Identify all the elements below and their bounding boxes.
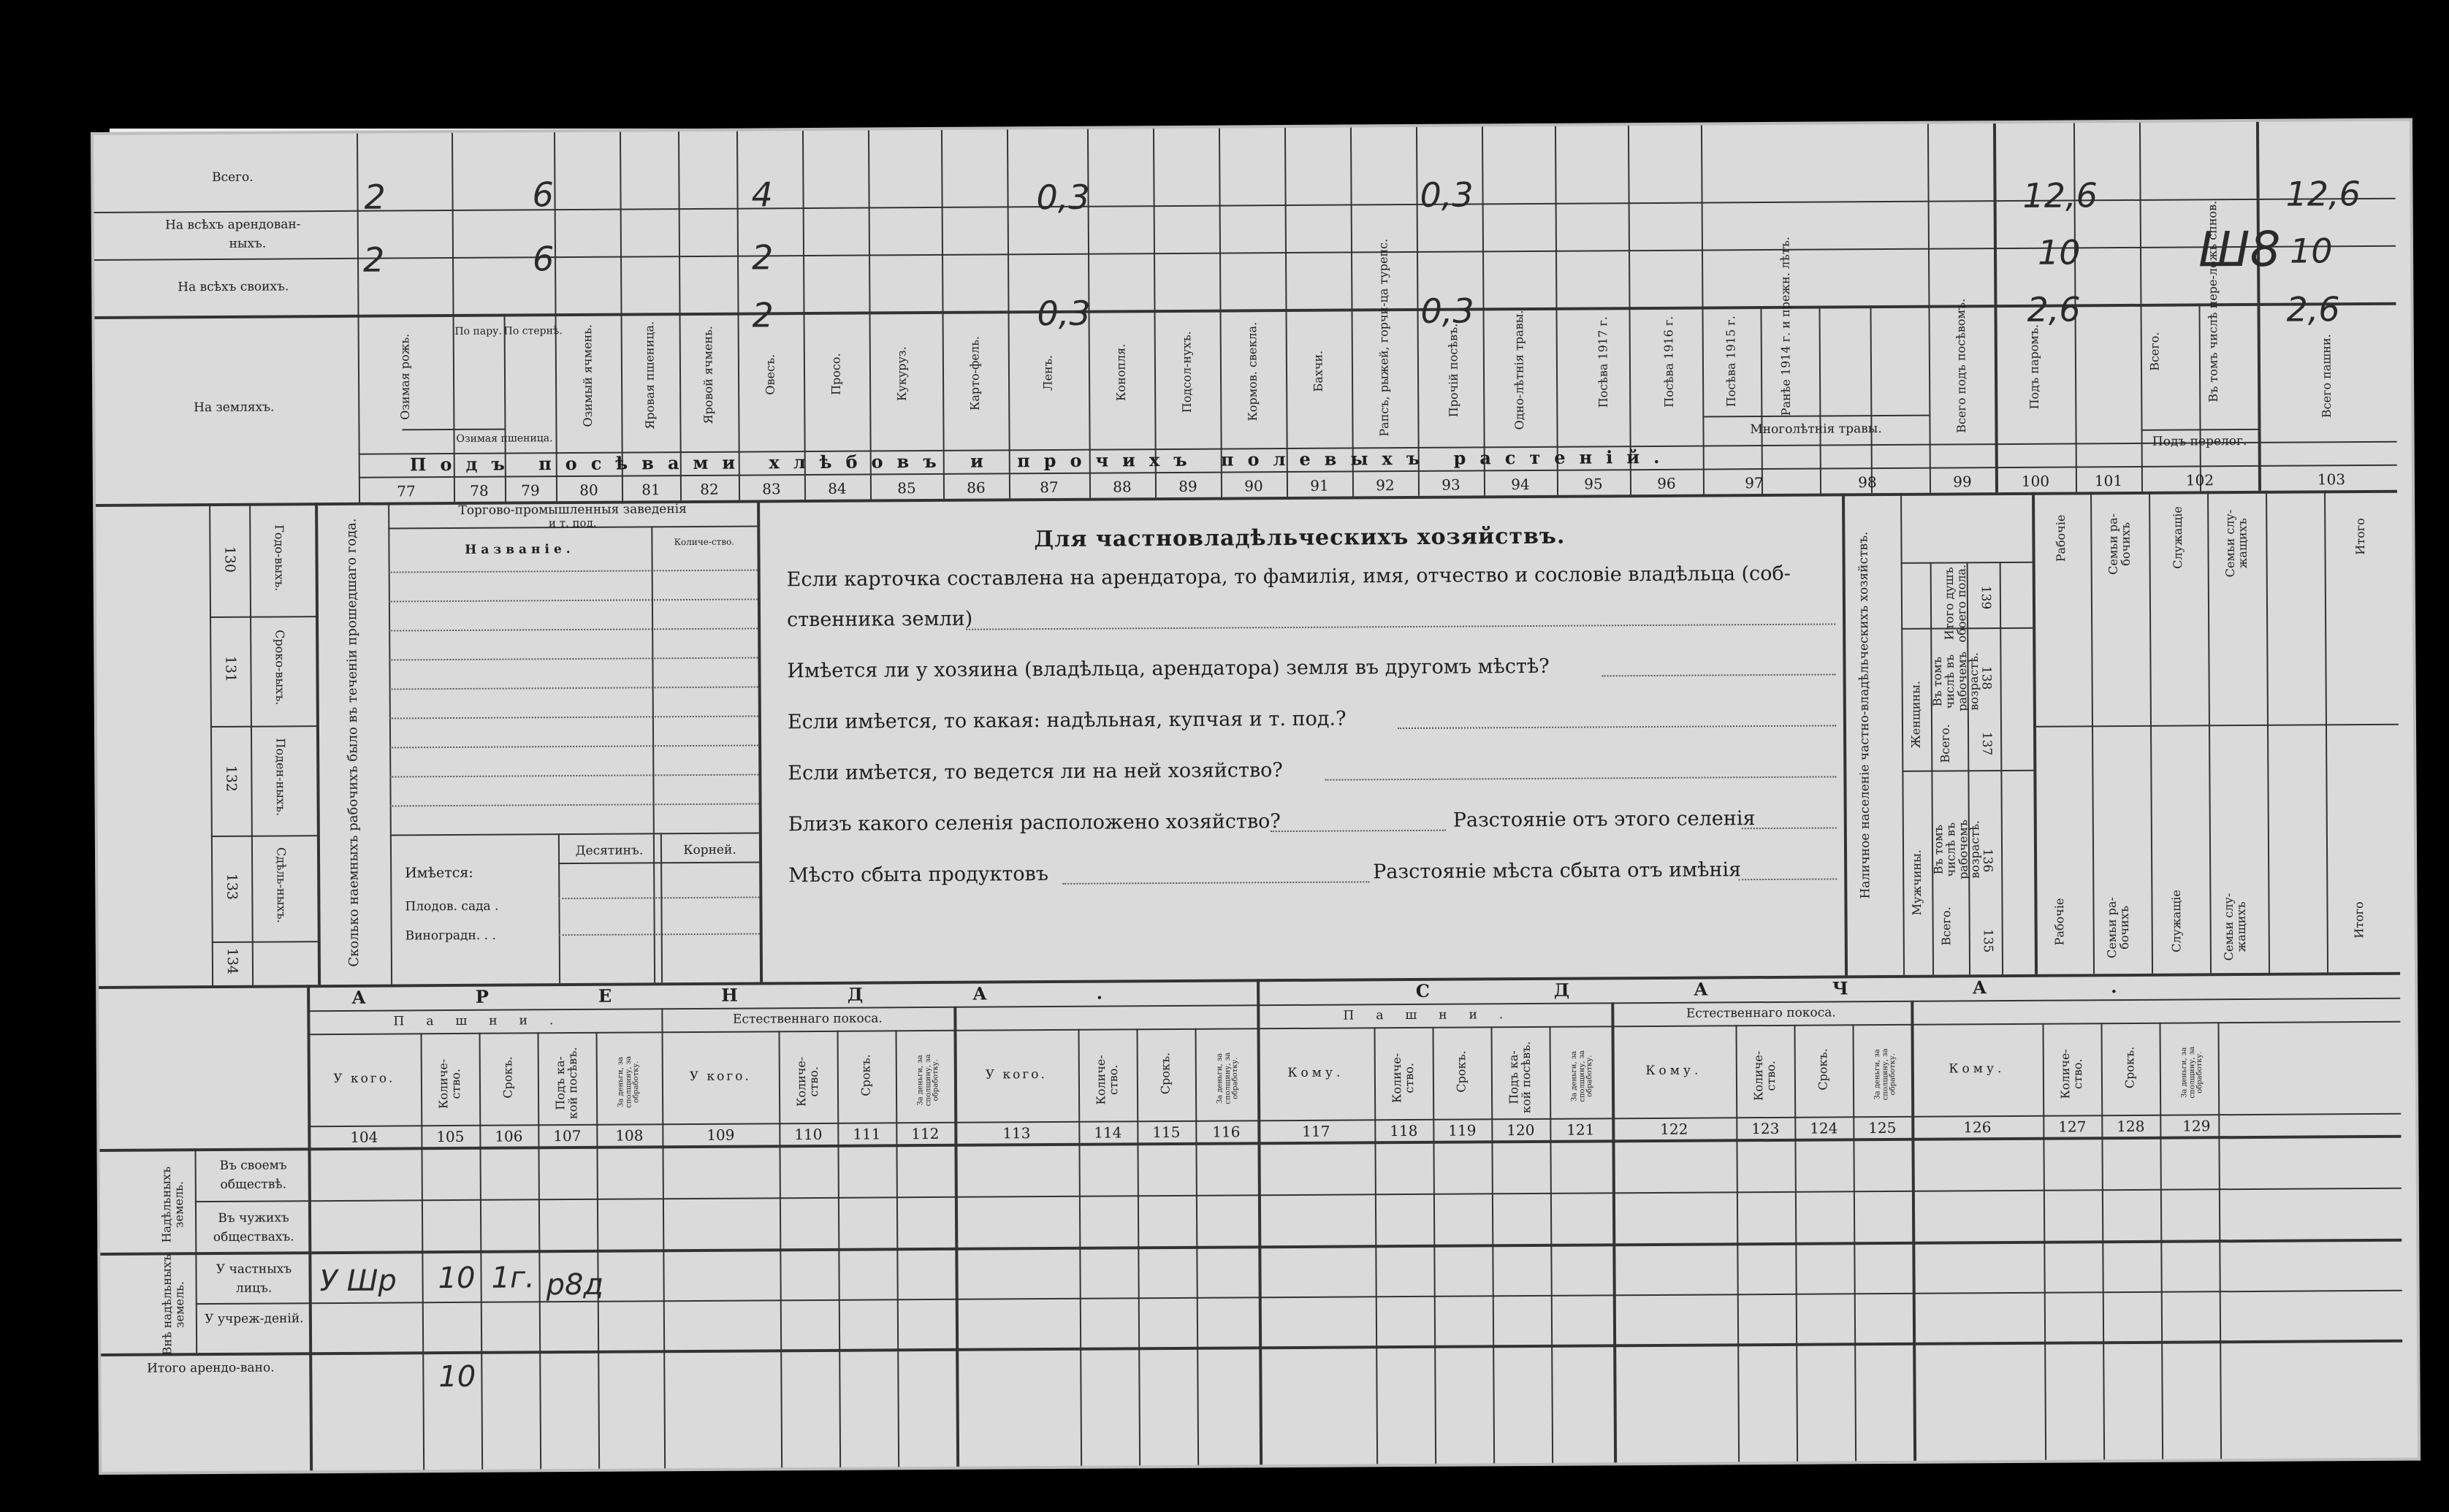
col-number: 104 (350, 1128, 378, 1146)
col-number: 88 (1113, 478, 1132, 496)
vineyard-label: Виноградн. . . (405, 928, 496, 944)
col-number: 101 (2094, 472, 2123, 490)
col-number: 108 (615, 1126, 644, 1145)
col-potato: Карто-фель. (967, 335, 982, 411)
col-winter-rye: Озимая рожь. (397, 333, 412, 420)
women-all: Всего. (1938, 724, 1952, 763)
hand-total-c82: 4 (751, 175, 773, 215)
hand-own-c82: 2 (752, 295, 774, 335)
question-village: Близъ какого селенія расположено хозяйство? (788, 810, 1281, 836)
row-total-rented: Итого арендо-вано. (146, 1360, 275, 1376)
worker-piece: Сдѣль-ныхъ. (274, 847, 289, 923)
col-number: 122 (1660, 1120, 1688, 1138)
hdr-term-6: Срокъ. (2122, 1046, 2137, 1089)
pop-num-138: 138 (1978, 665, 1994, 690)
question-market-distance: Разстояніе мѣста сбыта отъ имѣнія (1373, 858, 1742, 884)
hdr-term-1: Срокъ. (500, 1056, 515, 1099)
hand-rented-c99: 10 (2037, 232, 2081, 272)
col-number: 82 (700, 480, 719, 498)
col-number: 110 (794, 1125, 823, 1144)
col-number: 125 (1868, 1118, 1897, 1137)
hdr-qty-4: Количе-ство. (1389, 1053, 1417, 1104)
label-non-allotment-lands: Внѣ надѣльныхъ земель. (159, 1253, 186, 1356)
col-number: 79 (521, 481, 540, 500)
worker-num-134: 134 (224, 947, 240, 975)
arenda-arable: Пашни. (393, 1012, 576, 1029)
question-other-land: Имѣется ли у хозяина (владѣльца, арендатора) земля въ другомъ мѣстѣ? (787, 654, 1550, 683)
col-number: 78 (470, 481, 489, 500)
worker-num-130: 130 (221, 546, 238, 573)
trade-qty-header: Количе-ство. (674, 536, 735, 548)
col-number: 87 (1040, 478, 1059, 497)
col-under-fallow: Подъ паромъ. (2027, 324, 2041, 410)
col-fallow-field: По пару. (454, 325, 502, 337)
hand-total-c77: 2 (364, 177, 386, 217)
col-number: 80 (579, 481, 598, 499)
hdr-term-3: Срокъ. (1158, 1052, 1173, 1095)
col-fallow-incl: Въ томъ числѣ пере-ложь спнов. (2205, 200, 2220, 402)
pop-num-139: 139 (1978, 585, 1993, 610)
col-number: 116 (1212, 1123, 1241, 1141)
orchard-label: Плодов. сада . (405, 898, 499, 915)
col-number: 98 (1858, 473, 1877, 492)
private-form-title: Для частновладѣльческихъ хозяйствъ. (1034, 523, 1566, 553)
men-all: Всего. (1939, 906, 1954, 946)
col-melons: Бахчи. (1311, 350, 1325, 392)
arenda-meadow: Естественнаго покоса. (732, 1011, 883, 1027)
worker-families-upper: Семьи ра-бочихъ (2106, 513, 2133, 575)
hand-rented-c79: 6 (532, 239, 555, 279)
col-other-sowing: Прочій посѣвъ. (1446, 323, 1460, 418)
hand-rented-mark: Ш8 (2198, 221, 2281, 278)
col-number: 92 (1376, 476, 1395, 495)
col-number: 127 (2058, 1118, 2087, 1136)
hdr-payment-3: За деньги, за сполщину, за обработку. (1215, 1052, 1240, 1104)
hdr-crop-4: Подъ ка-кой посѣвъ. (1506, 1041, 1534, 1114)
hand-rented-c103: 10 (2289, 231, 2333, 271)
hdr-qty-6: Количе-ство. (2057, 1049, 2085, 1099)
women-working: Въ томъ числѣ въ рабочемъ возрастѣ. (1930, 652, 1981, 711)
col-sown-1917: Посѣва 1917 г. (1596, 316, 1610, 408)
col-number: 111 (853, 1125, 881, 1143)
col-number: 118 (1390, 1121, 1418, 1140)
col-number: 90 (1244, 477, 1263, 495)
hdr-payment-4: За деньги, за сполщину, за обработку. (1569, 1050, 1594, 1102)
census-card (94, 121, 2418, 1472)
col-corn: Кукуруз. (894, 346, 909, 402)
col-perennial-grass: Многолѣтнія травы. (1750, 421, 1882, 438)
col-number: 112 (911, 1124, 940, 1143)
col-number: 123 (1751, 1119, 1780, 1138)
col-sown-1915: Посѣва 1915 г. (1724, 316, 1738, 408)
col-number: 89 (1178, 477, 1197, 495)
row-institutions: У учреж-деній. (205, 1311, 304, 1327)
hdr-term-4: Срокъ. (1454, 1050, 1469, 1093)
workers-lower: Рабочіе (2052, 898, 2067, 946)
employee-families-lower: Семьи слу-жащихъ (2221, 893, 2248, 961)
col-sown-before-1914: Ранѣе 1914 г. и прежн. лѣтъ. (1778, 237, 1793, 416)
worker-families-lower: Семьи ра-бочихъ (2104, 896, 2131, 958)
question-village-distance: Разстояніе отъ этого селенія (1452, 807, 1756, 832)
col-fallow-total: Всего. (2147, 332, 2162, 371)
col-hemp: Конопля. (1113, 343, 1128, 402)
row-private-persons: У частныхъ лицъ. (216, 1261, 292, 1296)
row-other-community: Въ чужихъ обществахъ. (213, 1210, 294, 1245)
hand-total-c79: 6 (532, 175, 554, 215)
pop-num-135: 135 (1980, 928, 1995, 953)
hand-own-c103: 2,6 (2286, 289, 2340, 329)
hand-own-c91: 0,3 (1420, 291, 1474, 331)
col-number: 99 (1953, 473, 1972, 491)
hand-rented-c77: 2 (362, 240, 385, 280)
col-number: 105 (436, 1127, 465, 1146)
col-number: 83 (762, 480, 781, 498)
col-number: 121 (1566, 1120, 1595, 1139)
col-number: 126 (1963, 1118, 1992, 1137)
population-side-label: Наличное населеніе частно-владѣльческихъ хозяйствъ. (1856, 531, 1873, 899)
worker-term: Сроко-выхъ. (273, 630, 288, 706)
hand-total-c99: 12,6 (2022, 175, 2098, 215)
hdr-from-whom-2: У кого. (689, 1069, 751, 1085)
col-winter-wheat: Озимая пшеница. (456, 432, 553, 445)
row-label-own: На всѣхъ своихъ. (178, 279, 289, 295)
col-number: 113 (1002, 1124, 1031, 1142)
hand-private-c107: р8д (546, 1267, 604, 1302)
col-fallow-land: Подъ перелог. (2152, 434, 2247, 449)
hdr-payment-5: За деньги, за сполщину, за обработку. (1873, 1048, 1897, 1101)
hand-private-c105: 10 (438, 1261, 476, 1296)
question-owner: Если карточка составлена на арендатора, то фамилія, имя, отчество и сословіе владѣльца (соб- (786, 562, 1791, 592)
pop-num-137: 137 (1978, 731, 1995, 756)
women-label: Женщины. (1908, 681, 1923, 749)
col-flax: Ленъ. (1040, 354, 1055, 391)
question-owner-cont: ственника земли) (786, 607, 973, 632)
col-total-sown: Всего подъ посѣвомъ. (1954, 298, 1969, 433)
hdr-qty-1: Количе-ство. (435, 1058, 463, 1110)
worker-num-133: 133 (224, 873, 240, 901)
col-spring-barley: Яровой ячмень. (701, 326, 716, 424)
trade-title: Торгово-промышленныя заведенія (458, 502, 687, 518)
col-sown-1916: Посѣва 1916 г. (1661, 316, 1676, 408)
worker-num-131: 131 (222, 655, 239, 683)
hand-private-c104: У Шр (319, 1264, 397, 1299)
col-number: 114 (1094, 1123, 1122, 1142)
sown-banner: Подъ посѣвами хлѣбовъ и прочихъ полевыхъ растеній. (409, 446, 1674, 476)
workers-upper: Рабочіе (2053, 514, 2068, 562)
col-number: 95 (1584, 475, 1603, 493)
has-label: Имѣется: (405, 864, 473, 882)
row-label-rented: На всѣхъ арендован- (164, 217, 301, 233)
hdr-payment-1: За деньги, за сполщину, за обработку. (616, 1055, 641, 1108)
hand-own-c86: 0,3 (1037, 293, 1091, 334)
hdr-qty-5: Количе-ство. (1751, 1050, 1778, 1101)
col-winter-barley: Озимый ячмень. (580, 324, 595, 427)
hdr-from-whom-1: У кого. (333, 1071, 395, 1087)
col-stubble: По стернѣ. (503, 325, 563, 337)
men-working: Въ томъ числѣ въ рабочемъ возрастѣ. (1931, 820, 1983, 879)
col-number: 100 (2021, 472, 2050, 490)
col-number: 119 (1448, 1121, 1477, 1139)
col-number: 97 (1745, 474, 1764, 492)
col-number: 120 (1507, 1120, 1535, 1139)
col-number: 117 (1302, 1122, 1330, 1140)
sdacha-title: СДАЧА. (1415, 975, 2242, 1001)
total-both-sexes: Итого душъ обоего пола. (1941, 564, 1969, 643)
row-own-community: Въ своемъ обществѣ. (219, 1158, 287, 1192)
hand-total-c103: 12,6 (2285, 174, 2361, 214)
col-number: 115 (1152, 1123, 1181, 1142)
col-number: 103 (2317, 470, 2346, 489)
hand-own-c99: 2,6 (2027, 289, 2081, 329)
col-total-arable: Всего пашни. (2319, 334, 2334, 419)
hdr-payment-6: За деньги, за сполщину, за обработку. (2179, 1046, 2204, 1099)
employees-upper: Служащіе (2170, 506, 2185, 569)
hdr-qty-2: Количе-ство. (793, 1056, 821, 1107)
col-fodder-beet: Кормов. свекла. (1245, 321, 1260, 421)
worker-yearly: Годо-выхъ. (272, 524, 287, 592)
hand-total-c91: 0,3 (1420, 175, 1474, 215)
col-number: 129 (2182, 1117, 2211, 1135)
row-label-lands: На земляхъ. (194, 400, 275, 416)
col-number: 109 (706, 1126, 735, 1144)
employees-lower: Служащіе (2168, 890, 2184, 952)
roots-header: Корней. (683, 842, 736, 858)
col-sunflower: Подсол-нухъ. (1179, 331, 1194, 413)
col-oats: Овесъ. (763, 354, 777, 395)
employee-families-upper: Семьи слу-жащихъ (2223, 509, 2250, 578)
question-land-type: Если имѣется, то какая: надѣльная, купчая и т. под.? (787, 707, 1347, 734)
row-label-total: Всего. (211, 169, 254, 186)
hand-private-c106: 1г. (491, 1261, 535, 1295)
col-number: 91 (1310, 476, 1329, 495)
hired-workers-side-label: Сколько наемныхъ рабочихъ было въ теченіи прошедшаго года. (343, 518, 362, 967)
worker-num-132: 132 (223, 765, 240, 793)
label-allotment-lands: Надѣльныхъ земель. (159, 1166, 186, 1243)
hdr-term-5: Срокъ. (1816, 1048, 1830, 1091)
trade-name-header: Названіе. (465, 541, 575, 557)
hdr-payment-2: За деньги, за сполщину, за обработку. (915, 1054, 940, 1107)
col-number: 77 (397, 482, 416, 500)
col-number: 94 (1511, 476, 1530, 494)
worker-daily: Поден-ныхъ. (273, 738, 289, 817)
col-number: 86 (967, 478, 986, 497)
question-farming: Если имѣется, то ведется ли на ней хозяйство? (788, 759, 1283, 785)
hand-total-c105: 10 (438, 1359, 476, 1394)
question-market: Мѣсто сбыта продуктовъ (788, 863, 1049, 887)
arenda-title: АРЕНДА. (351, 981, 1213, 1008)
col-number: 107 (553, 1126, 582, 1145)
col-number: 93 (1441, 476, 1460, 494)
col-annual-grass: Одно-лѣтнія травы. (1512, 310, 1527, 430)
col-spring-wheat: Яровая пшеница. (642, 321, 658, 429)
pop-num-136: 136 (1979, 848, 1995, 873)
men-label: Мужчины. (1909, 849, 1924, 916)
col-number: 128 (2117, 1117, 2145, 1136)
hdr-qty-3: Количе-ство. (1093, 1055, 1121, 1105)
hand-rented-c82: 2 (751, 237, 774, 278)
hdr-crop-1: Подъ ка-кой посѣвъ. (552, 1047, 580, 1120)
hdr-to-whom-2: Кому. (1645, 1063, 1702, 1079)
col-rapeseed: Рапсъ, рыжей, горчи-ца турепс. (1376, 238, 1392, 437)
desyatin-header: Десятинъ. (575, 843, 644, 858)
row-label-rented-cont: ныхъ. (229, 236, 267, 251)
sdacha-arable: Пашни. (1343, 1007, 1526, 1023)
hand-total-c86: 0,3 (1036, 177, 1090, 218)
total-lower: Итого (2352, 901, 2366, 939)
col-number: 102 (2185, 471, 2214, 489)
hdr-from-whom-3: У кого. (985, 1067, 1047, 1083)
col-number: 96 (1657, 474, 1676, 492)
col-number: 124 (1810, 1119, 1838, 1137)
col-millet: Просо. (829, 353, 843, 396)
hdr-to-whom-3: Кому. (1949, 1061, 2006, 1077)
trade-title-cont: и т. под. (548, 516, 597, 530)
hdr-to-whom-1: Кому. (1287, 1065, 1344, 1081)
col-number: 81 (641, 481, 660, 499)
total-upper: Итого (2353, 518, 2368, 555)
col-number: 85 (897, 479, 916, 497)
hdr-term-2: Срокъ. (858, 1054, 873, 1096)
col-number: 84 (828, 479, 847, 497)
col-number: 106 (495, 1127, 523, 1145)
sdacha-meadow: Естественнаго покоса. (1686, 1005, 1836, 1021)
